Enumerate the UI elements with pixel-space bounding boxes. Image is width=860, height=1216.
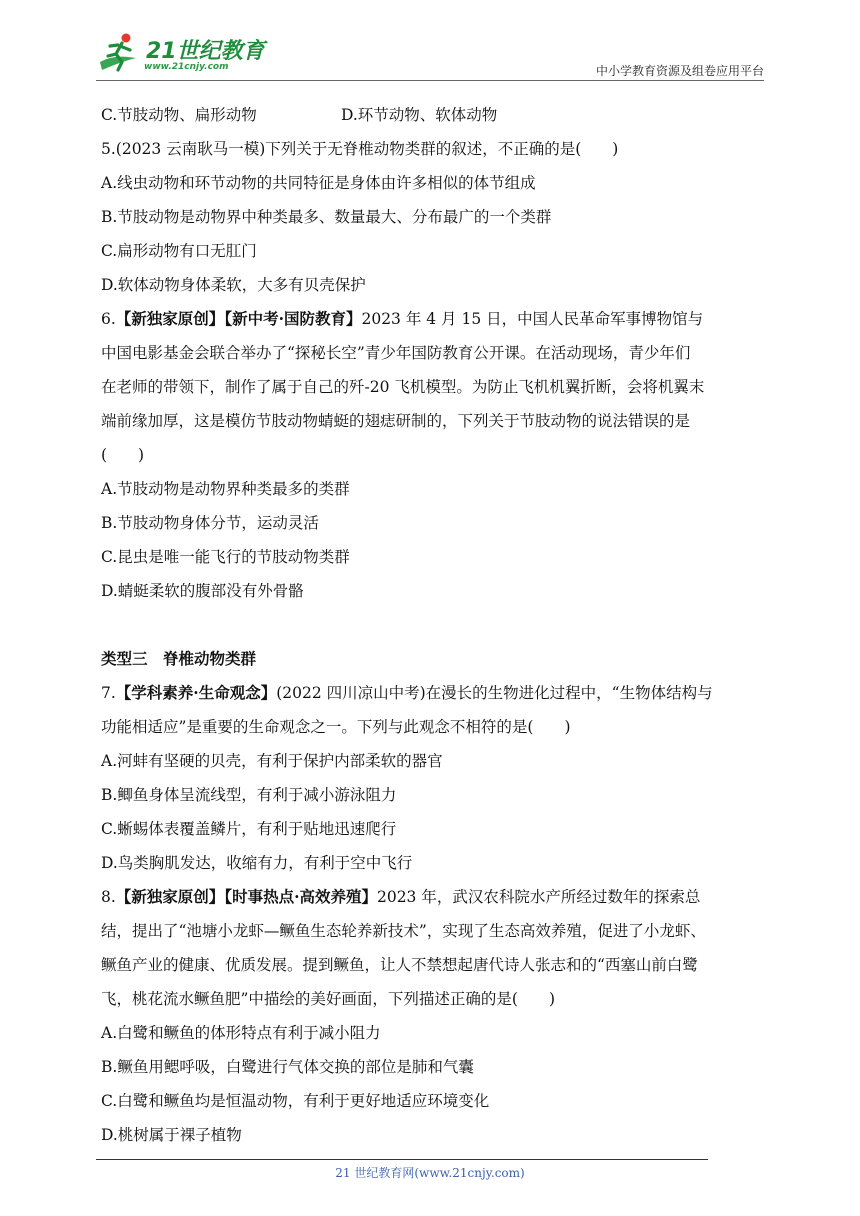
q6-tag-topic: 【新中考·国防教育】 xyxy=(224,309,362,328)
footer-divider xyxy=(96,1159,708,1160)
section-title: 类型三 脊椎动物类群 xyxy=(101,649,257,668)
footer-text: 21 世纪教育网(www.21cnjy.com) xyxy=(335,1166,525,1180)
q7-option-b: B.鲫鱼身体呈流线型，有利于减小游泳阻力 xyxy=(101,786,397,804)
q6-option-d: D.蜻蜓柔软的腹部没有外骨骼 xyxy=(101,582,304,600)
q4-option-c: C.节肢动物、扁形动物 xyxy=(101,106,257,124)
q8-tag-original: 【新独家原创】 xyxy=(115,887,225,906)
q7-tag: 【学科素养·生命观念】 xyxy=(115,683,277,702)
q8-stem-line-3: 鳜鱼产业的健康、优质发展。提到鳜鱼，让人不禁想起唐代诗人张志和的“西塞山前白鹭 xyxy=(101,956,698,974)
q8-stem-line-2: 结，提出了“池塘小龙虾—鳜鱼生态轮养新技术”，实现了生态高效养殖，促进了小龙虾、 xyxy=(101,922,706,940)
q7-option-d: D.鸟类胸肌发达，收缩有力，有利于空中飞行 xyxy=(101,854,413,872)
q6-answer-blank: ( ) xyxy=(101,446,145,464)
q6-option-c: C.昆虫是唯一能飞行的节肢动物类群 xyxy=(101,548,350,566)
q6-stem-text: 2023 年 4 月 15 日，中国人民革命军事博物馆与 xyxy=(361,310,704,328)
logo xyxy=(96,32,266,76)
header-divider xyxy=(96,80,764,81)
q8-tag-topic: 【时事热点·高效养殖】 xyxy=(224,887,377,906)
q7-stem-line-1 xyxy=(101,676,766,710)
q6-stem-line-4: 端前缘加厚，这是模仿节肢动物蜻蜓的翅痣研制的，下列关于节肢动物的说法错误的是 xyxy=(101,412,691,430)
q5-option-b: B.节肢动物是动物界中种类最多、数量最大、分布最广的一个类群 xyxy=(101,208,552,226)
q4-option-d: D.环节动物、软体动物 xyxy=(341,106,498,124)
q6-option-b: B.节肢动物身体分节，运动灵活 xyxy=(101,514,319,532)
q5-option-a: A.线虫动物和环节动物的共同特征是身体由许多相似的体节组成 xyxy=(101,174,536,192)
page-header xyxy=(96,28,764,80)
platform-name: 中小学教育资源及组卷应用平台 xyxy=(595,64,764,78)
q7-stem-text: (2022 四川凉山中考)在漫长的生物进化过程中，“生物体结构与 xyxy=(276,684,713,702)
q6-stem-line-3: 在老师的带领下，制作了属于自己的歼-20 飞机模型。为防止飞机机翼折断，会将机翼末 xyxy=(101,378,705,396)
q5-option-d: D.软体动物身体柔软，大多有贝壳保护 xyxy=(101,276,366,294)
q6-stem-line-1 xyxy=(101,302,766,336)
q6-option-a: A.节肢动物是动物界种类最多的类群 xyxy=(101,480,350,498)
q7-stem-line-2: 功能相适应”是重要的生命观念之一。下列与此观念不相符的是( ) xyxy=(101,718,571,736)
q7-option-a: A.河蚌有坚硬的贝壳，有利于保护内部柔软的器官 xyxy=(101,752,443,770)
q5-stem: 5.(2023 云南耿马一模)下列关于无脊椎动物类群的叙述，不正确的是( ) xyxy=(101,140,619,158)
q8-option-b: B.鳜鱼用鳃呼吸，白鹭进行气体交换的部位是肺和气囊 xyxy=(101,1058,474,1076)
runner-logo-icon xyxy=(96,32,142,76)
logo-url: www.21cnjy.com xyxy=(144,62,229,72)
logo-text: 21世纪教育 xyxy=(146,39,265,64)
q7-number: 7. xyxy=(101,684,116,702)
q6-stem-line-2: 中国电影基金会联合举办了“探秘长空”青少年国防教育公开课。在活动现场，青少年们 xyxy=(101,344,691,362)
q8-stem-line-4: 飞，桃花流水鳜鱼肥”中描绘的美好画面，下列描述正确的是( ) xyxy=(101,990,556,1008)
q8-stem-line-1 xyxy=(101,880,766,914)
q6-number: 6. xyxy=(101,310,116,328)
q8-option-d: D.桃树属于裸子植物 xyxy=(101,1126,242,1144)
question-content xyxy=(101,98,766,1152)
q8-number: 8. xyxy=(101,888,116,906)
q6-tag-original: 【新独家原创】 xyxy=(115,309,225,328)
q8-option-a: A.白鹭和鳜鱼的体形特点有利于减小阻力 xyxy=(101,1024,381,1042)
q7-option-c: C.蜥蜴体表覆盖鳞片，有利于贴地迅速爬行 xyxy=(101,820,397,838)
q8-stem-text: 2023 年，武汉农科院水产所经过数年的探索总 xyxy=(376,888,701,906)
q8-option-c: C.白鹭和鳜鱼均是恒温动物，有利于更好地适应环境变化 xyxy=(101,1092,490,1110)
q5-option-c: C.扁形动物有口无肛门 xyxy=(101,242,257,260)
q4-options-row xyxy=(101,98,766,132)
